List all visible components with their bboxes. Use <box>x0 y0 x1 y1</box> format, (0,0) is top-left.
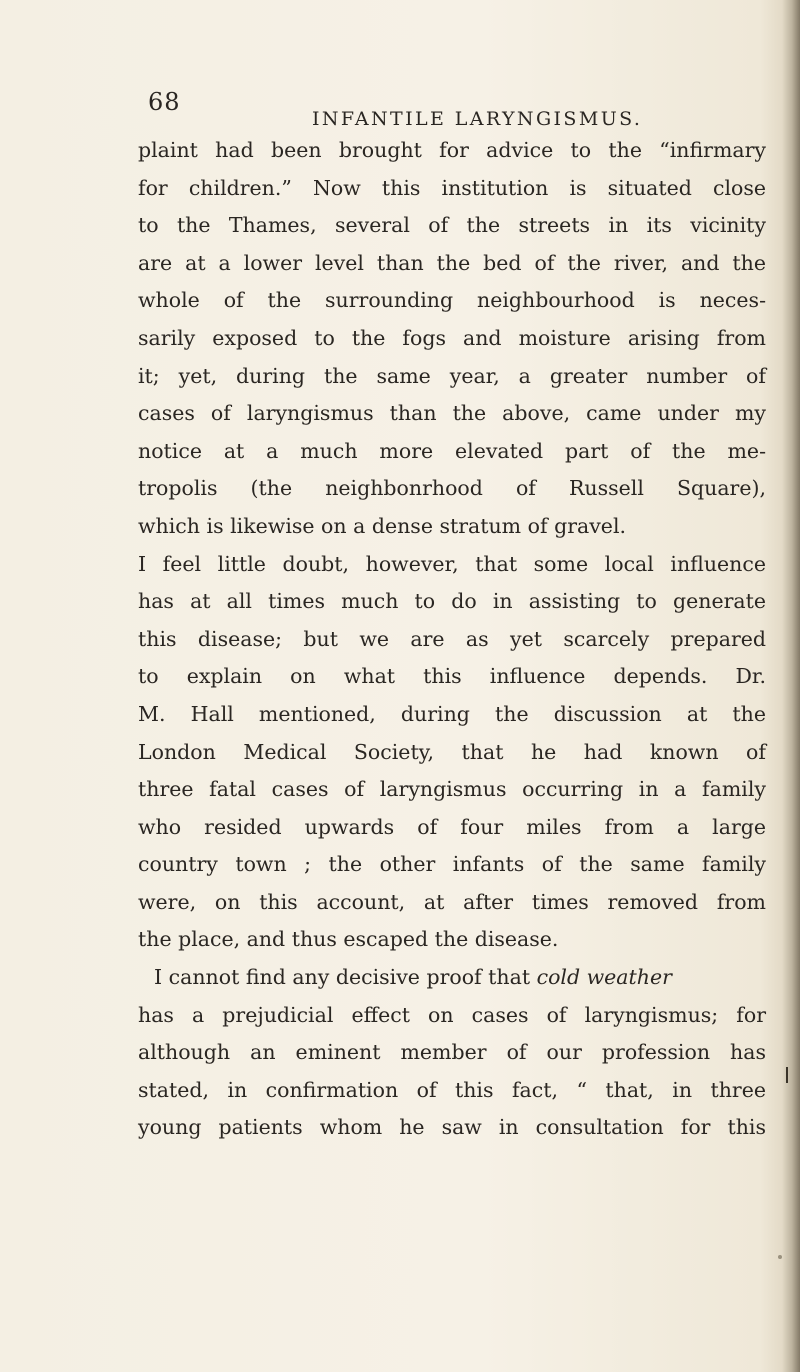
text-line: has a prejudicial effect on cases of laryngismus; for <box>138 1002 766 1027</box>
text-line: although an eminent member of our profession has <box>138 1040 766 1065</box>
text-line: are at a lower level than the bed of the river, and the <box>138 250 766 275</box>
text-line: three fatal cases of laryngismus occurring in a family <box>138 777 766 802</box>
text-run: I cannot find any decisive proof that <box>154 965 537 990</box>
text-line: notice at a much more elevated part of the me- <box>138 438 766 463</box>
text-line: M. Hall mentioned, during the discussion at the <box>138 701 766 726</box>
text-line: country town ; the other infants of the same family <box>138 852 766 877</box>
text-line: who resided upwards of four miles from a large <box>138 814 766 839</box>
text-line: this disease; but we are as yet scarcely prepared <box>138 626 766 651</box>
text-line: young patients whom he saw in consultation for this <box>138 1115 766 1140</box>
margin-mark <box>786 1067 788 1083</box>
running-title: INFANTILE LARYNGISMUS. <box>312 108 643 130</box>
text-line: the place, and thus escaped the disease. <box>138 927 559 952</box>
italic-phrase: cold weather <box>536 965 672 990</box>
body-text <box>138 132 766 1147</box>
text-line: were, on this account, at after times removed from <box>138 889 766 914</box>
text-line: has at all times much to do in assisting to generate <box>138 589 766 614</box>
text-line: for children.” Now this institution is situated close <box>138 175 766 200</box>
text-line: I feel little doubt, however, that some local influence <box>138 551 766 576</box>
text-line: plaint had been brought for advice to the “infirmary <box>138 138 766 162</box>
text-line: which is likewise on a dense stratum of gravel. <box>138 513 627 538</box>
text-line: to explain on what this influence depends. Dr. <box>138 664 766 689</box>
text-line: whole of the surrounding neighbourhood is neces- <box>138 288 766 313</box>
text-line: it; yet, during the same year, a greater number of <box>138 363 766 388</box>
page-edge-shadow <box>782 0 800 1372</box>
text-line: sarily exposed to the fogs and moisture arising from <box>138 325 766 350</box>
page-number: 68 <box>148 88 181 116</box>
text-line: tropolis (the neighbonrhood of Russell Square), <box>138 476 766 501</box>
text-line: stated, in confirmation of this fact, “ that, in three <box>138 1077 766 1102</box>
text-line: to the Thames, several of the streets in its vicinity <box>138 213 766 238</box>
text-line: cases of laryngismus than the above, came under my <box>138 401 766 426</box>
paper-speck <box>778 1255 782 1259</box>
text-line: London Medical Society, that he had known of <box>138 739 766 764</box>
text-line-with-italic <box>138 959 766 997</box>
